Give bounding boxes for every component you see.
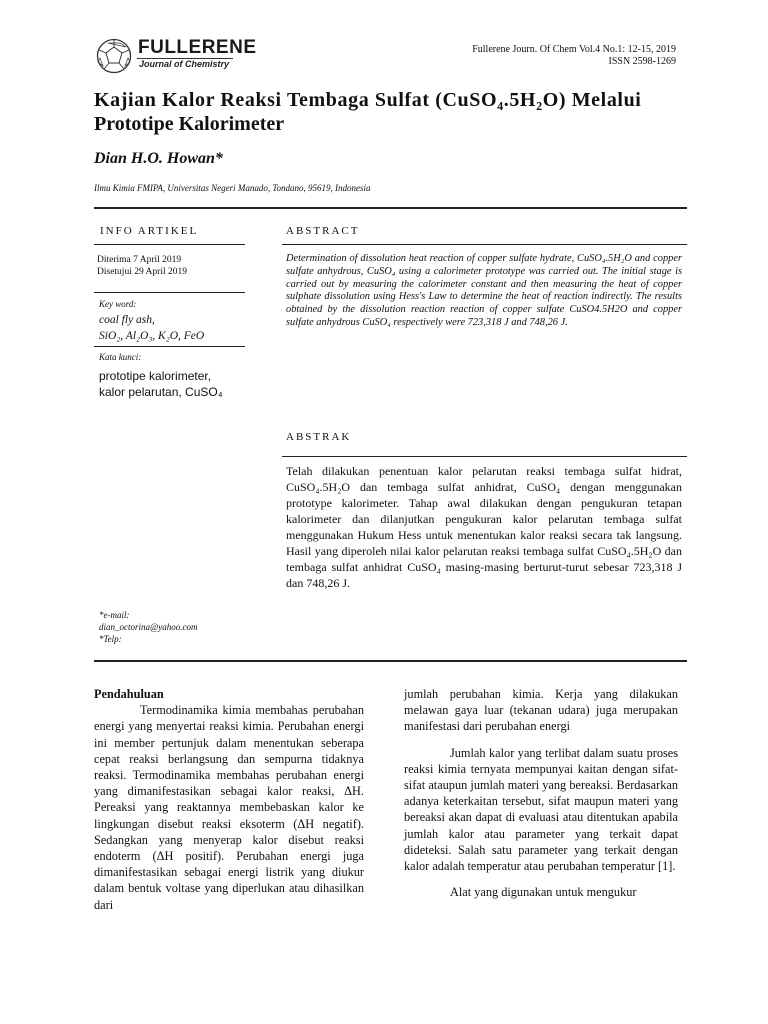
abstrak-heading-rule	[282, 456, 687, 457]
info-heading-rule	[94, 244, 245, 245]
journal-citation: Fullerene Journ. Of Chem Vol.4 No.1: 12-15, 2019	[472, 44, 676, 55]
article-title-line1: Kajian Kalor Reaksi Tembaga Sulfat (CuSO₄.5H₂O) Melalui	[94, 89, 642, 111]
journal-logo-name: FULLERENE	[138, 37, 257, 58]
abstract-bottom-divider	[94, 660, 687, 662]
abstract-text: Determination of dissolution heat reaction of copper sulfate hydrate, CuSO₄.5H₂O and copper sulfate anhydrous, CuSO₄ using a calorimeter prototype was carried out. The initial stage is carried out by measuring the calorimeter constant and then measuring the heat of copper sulphate dissolution using Hess's Law to determine the heat of reaction indirectly. The results obtained by the dissolution reaction reaction of copper sulfate CuSO4.5H2O and copper sulfate anhydrous CuSO₄ respectively were 723,318 J and 748,26 J.	[286, 253, 682, 328]
article-title	[94, 88, 684, 136]
keywords-english	[99, 312, 204, 344]
keywords-line1: coal fly ash,	[99, 314, 155, 326]
journal-issn: ISSN 2598-1269	[608, 56, 676, 67]
kata-kunci-line1: prototipe kalorimeter,	[99, 369, 212, 383]
author-affiliation: Ilmu Kimia FMIPA, Universitas Negeri Manado, Tondano, 95619, Indonesia	[94, 183, 371, 193]
journal-logo-subtitle: Journal of Chemistry	[139, 59, 230, 69]
right-paragraph-1: jumlah perubahan kimia. Kerja yang dilakukan melawan gaya luar (tekanan udara) juga merupakan manifestasi dari perubahan energi	[404, 687, 678, 734]
section-heading-pendahuluan: Pendahuluan	[94, 687, 164, 701]
body-left-column	[94, 686, 364, 913]
abstract-heading-rule	[282, 244, 687, 245]
header-divider	[94, 207, 687, 209]
kata-kunci-line2: kalor pelarutan, CuSO₄	[99, 385, 223, 399]
email-address: dian_octorina@yahoo.com	[99, 622, 198, 632]
article-authors: Dian H.O. Howan*	[94, 150, 223, 167]
correspondence-block	[99, 609, 198, 645]
article-dates	[97, 254, 187, 278]
fullerene-logo-icon	[96, 38, 132, 74]
right-paragraph-3: Alat yang digunakan untuk mengukur	[450, 885, 637, 900]
info-artikel-heading: INFO ARTIKEL	[100, 225, 199, 237]
keywords-rule	[94, 346, 245, 347]
abstrak-text: Telah dilakukan penentuan kalor pelarutan reaksi tembaga sulfat hidrat, CuSO₄.5H₂O dan tembaga sulfat anhidrat, CuSO₄ dengan menggunakan prototype kalorimeter. Tahap awal dilakukan dengan pengukuran tetapan kalorimeter dan dilanjutkan pengukuran kalor pelarutan tembaga sulfat menggunakan Hukum Hess untuk menentukan kalor reaksi secara tak langsung. Hasil yang diperoleh nilai kalor pelarutan reaksi tembaga sulfat CuSO₄.5H₂O dan tembaga sulfat anhidrat CuSO₄ masing-masing berturut-turut sebesar 723,318 J dan 748,26 J.	[286, 464, 682, 590]
keyword-label: Key word:	[99, 299, 137, 309]
email-label: *e-mail:	[99, 610, 130, 620]
keywords-line2: SiO₂, Al₂O₃, K₂O, FeO	[99, 330, 205, 342]
telp-label: *Telp:	[99, 634, 122, 644]
left-paragraph-1: Termodinamika kimia membahas perubahan energi yang menyertai reaksi kimia. Perubahan energi ini member pertunjuk dalam menentukan seberapa cepat reaksi berlangsung dan sempurna tidaknya reaksi. Termodinamika membahas perubahan energi yang dimanifestasikan sebagai kalor reaksi, ΔH. Pereaksi yang reaktannya membebaskan kalor ke lingkungan disebut reaksi eksoterm (ΔH negatif). Sedangkan yang menyerap kalor disebut reaksi endoterm (ΔH positif). Perubahan energi juga dimanifestasikan sebagai energi listrik yang diukur dalam bentuk voltase yang diperlukan atau dihasilkan dari	[94, 703, 364, 912]
abstrak-heading: ABSTRAK	[286, 431, 352, 443]
journal-citation-block	[472, 44, 676, 68]
article-title-line2: Prototipe Kalorimeter	[94, 113, 285, 135]
body-right-column	[404, 686, 678, 900]
abstract-heading: ABSTRACT	[286, 225, 360, 237]
dates-rule	[94, 292, 245, 293]
kata-kunci-label: Kata kunci:	[99, 352, 142, 362]
right-paragraph-2: Jumlah kalor yang terlibat dalam suatu proses reaksi kimia ternyata mempunyai kaitan dengan sifat-sifat ataupun jumlah materi yang bereaksi. Berdasarkan adanya keterkaitan tersebut, sifat maupun materi yang bereaksi akan dapat di evaluasi atau ditentukan apabila jumlah kalor atau parameter yang terkait dapat dideteksi. Salah satu parameter yang terkait dengan kalor adalah temperatur atau perubahan temperatur [1].	[404, 745, 678, 874]
accepted-date: Disetujui 29 April 2019	[97, 267, 187, 277]
received-date: Diterima 7 April 2019	[97, 255, 182, 265]
keywords-indonesian	[99, 368, 223, 400]
